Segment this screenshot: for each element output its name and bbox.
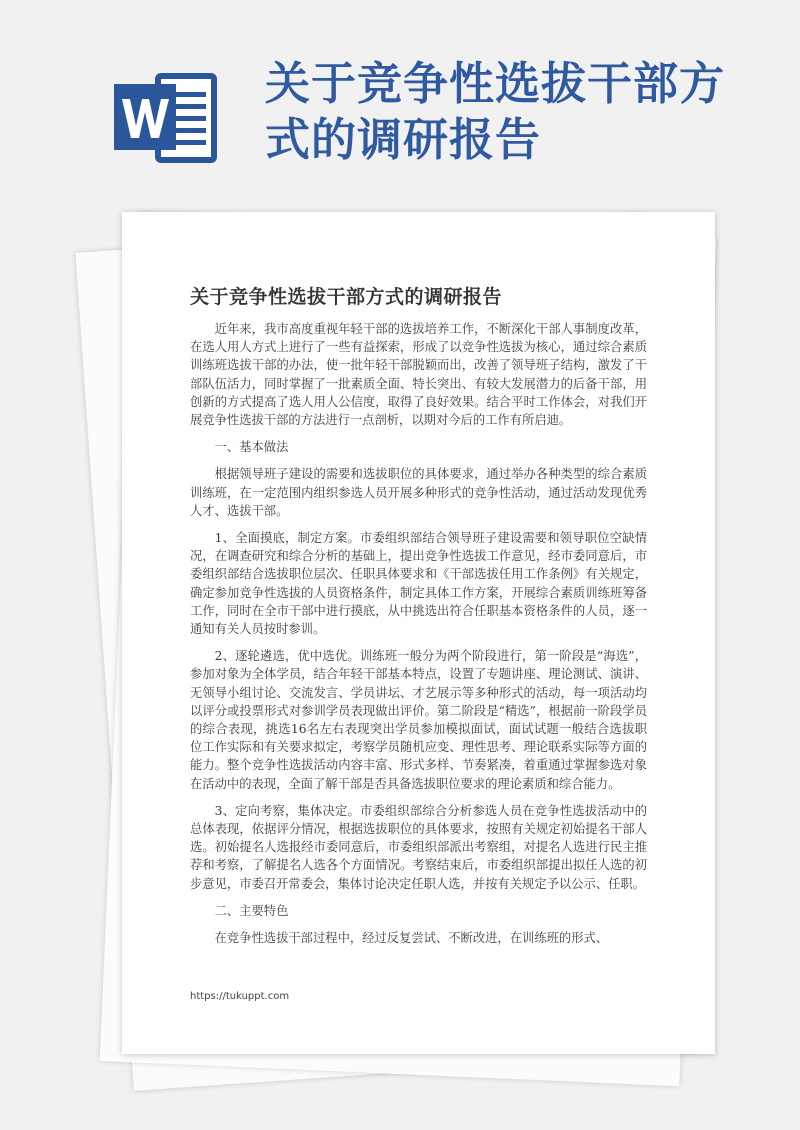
paragraph-basic-approach: 根据领导班子建设的需要和选拔职位的具体要求，通过举办各种类型的综合素质训练班，在一定范围内组织参选人员开展多种形式的竞争性活动，通过活动发现优秀人才、选拔干部。 (190, 467, 647, 518)
paragraph-intro: 近年来，我市高度重视年轻干部的选拔培养工作，不断深化干部人事制度改革，在选人用人方式上进行了一些有益探索，形成了以竞争性选拔为核心，通过综合素质训练班选拔干部的办法，使一批年轻干部脱颖而出，改善了领导班子结构，激发了干部队伍活力，同时掌握了一批素质全面、特长突出、有较大发展潜力的后备干部，用创新的方式提高了选人用人公信度，取得了良好效果。结合平时工作体会，对我们开展竞争性选拔干部的方法进行一点剖析，以期对今后的工作有所启迪。 (190, 322, 647, 428)
paragraph-point-1: 1、全面摸底，制定方案。市委组织部结合领导班子建设需要和领导职位空缺情况，在调查研究和综合分析的基础上，提出竞争性选拔工作意见，经市委同意后，市委组织部结合选拔职位层次、任职具体要求和《干部选拔任用工作条例》有关规定，确定参加竞争性选拔的人员资格条件，制定具体工作方案，开展综合素质训练班筹备工作，同时在全市干部中进行摸底，从中挑选出符合任职基本资格条件的人员，逐一通知有关人员按时参训。 (190, 531, 647, 637)
paragraph-point-2: 2、逐轮遴选，优中选优。训练班一般分为两个阶段进行，第一阶段是“海选”，参加对象为全体学员，结合年轻干部基本特点，设置了专题讲座、理论测试、演讲、无领导小组讨论、交流发言、学员讲坛、才艺展示等多种形式的活动，每一项活动均以评分或投票形式对参训学员表现做出评价。第二阶段是“精选”，根据前一阶段学员的综合表现，挑选16名左右表现突出学员参加模拟面试，面试试题一般结合选拔职位工作实际和有关要求拟定，考察学员随机应变、理性思考、理论联系实际等方面的能力。整个竞争性选拔活动内容丰富、形式多样、节奏紧凑，着重通过掌握参选对象在活动中的表现，全面了解干部是否具备选拔职位要求的理论素质和综合能力。 (190, 649, 647, 791)
page-body (190, 320, 647, 956)
section-heading-main-features: 二、主要特色 (214, 903, 289, 918)
section-heading-basic-approach: 一、基本做法 (214, 440, 289, 455)
document-title-banner: 关于竞争性选拔干部方式的调研报告 (265, 57, 726, 166)
page-heading: 关于竞争性选拔干部方式的调研报告 (190, 286, 503, 308)
word-document-icon (112, 68, 220, 168)
document-page (122, 212, 715, 1054)
footer-url: https://tukuppt.com (190, 991, 290, 1002)
paragraph-point-3: 3、定向考察，集体决定。市委组织部综合分析参选人员在竞争性选拔活动中的总体表现，依据评分情况，根据选拔职位的具体要求，按照有关规定初始提名干部人选。初始提名人选报经市委同意后，市委组织部派出考察组，对提名人选进行民主推荐和考察，了解提名人选各个方面情况。考察结束后，市委组织部提出拟任人选的初步意见，市委召开常委会，集体讨论决定任职人选，并按有关规定予以公示、任职。 (190, 803, 647, 891)
paragraph-main-features: 在竞争性选拔干部过程中，经过反复尝试、不断改进，在训练班的形式、 (214, 931, 609, 946)
